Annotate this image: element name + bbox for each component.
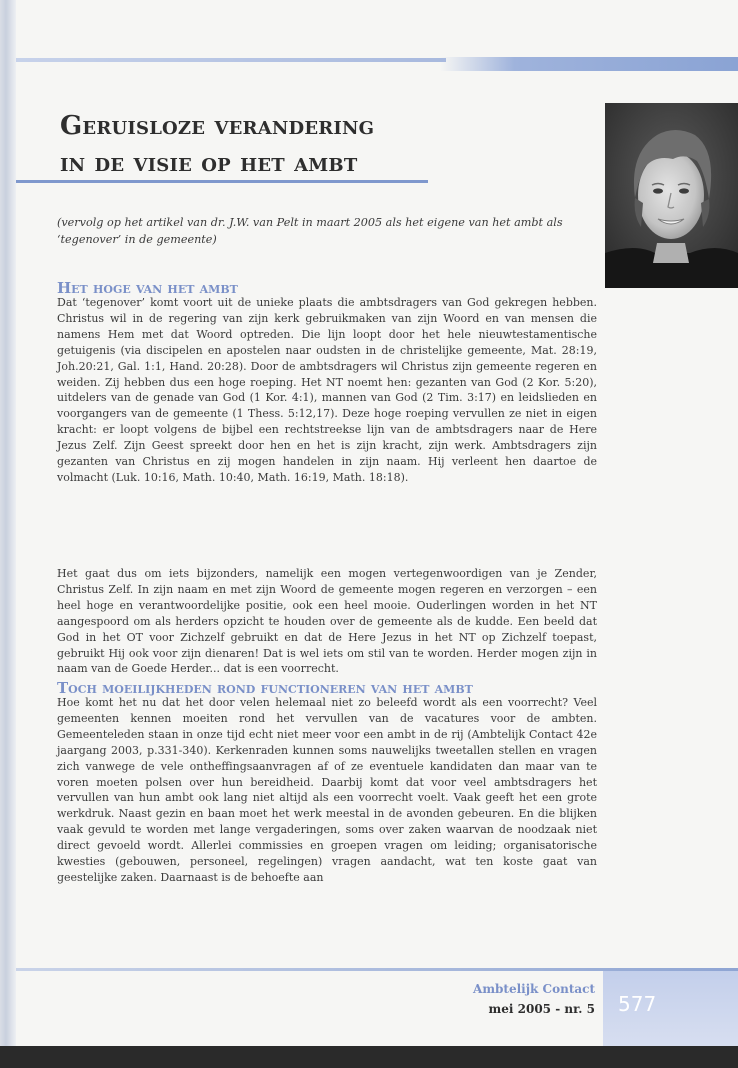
title-line-1: Geruisloze verandering	[60, 111, 375, 141]
page-number: 577	[618, 992, 657, 1016]
article-title	[60, 108, 374, 182]
issue-info: mei 2005 - nr. 5	[488, 1002, 595, 1016]
portrait-image	[605, 103, 738, 288]
top-accent-band	[440, 57, 738, 71]
intro-text: (vervolg op het artikel van dr. J.W. van Pelt in maart 2005 als het eigene van het ambt als ‘tegenover’ in de gemeente)	[57, 216, 563, 246]
paragraph: Dat ‘tegenover’ komt voort uit de unieke plaats die ambtsdragers van God gekregen hebben. Christus wil in de regering van zijn kerk gebruikmaken van zijn Woord en van mensen die namens Hem met dat Woord optreden. Die lijn loopt door het hele nieuwtestamentische getuigenis (via discipelen en apostelen naar oudsten in de christelijke gemeente, Mat. 28:19, Joh.20:21, Gal. 1:1, Hand. 20:28). Door de ambtsdragers wil Christus zijn gemeente regeren en weiden. Zij hebben dus een hoge roeping. Het NT noemt hen: gezanten van God (2 Kor. 5:20), uitdelers van de genade van God (1 Kor. 4:1), mannen van God (2 Tim. 3:17) en leidslieden en voorgangers van de gemeente (1 Thess. 5:12,17). Deze hoge roeping vervullen ze niet in eigen kracht: er loopt volgens de bijbel een rechtstreekse lijn van de ambtsdragers naar de Here Jezus Zelf. Zijn Geest spreekt door hen en het is zijn kracht, zijn werk. Ambtsdragers zijn gezanten van Christus en zij mogen handelen in zijn naam. Hij verleent hen daartoe de volmacht (Luk. 10:16, Math. 10:40, Math. 16:19, Math. 18:18).	[57, 296, 597, 484]
title-line-2: in de visie op het ambt	[60, 148, 358, 178]
section-heading-1: Het hoge van het ambt	[57, 279, 238, 297]
journal-name: Ambtelijk Contact	[473, 982, 595, 996]
top-rule	[16, 58, 446, 62]
paragraph: Hoe komt het nu dat het door velen helemaal niet zo beleefd wordt als een voorrecht? Veel gemeenten kennen moeiten rond het vervullen van de vacatures voor de ambten. Gemeenteleden staan in onze tijd echt niet meer voor een ambt in de rij (Ambtelijk Contact 42e jaargang 2003, p.331-340). Kerkenraden kunnen soms nauwelijks tweetallen stellen en vragen zich vanwege de vele ontheffingsaanvragen af of ze eventuele kandidaten dan maar van te voren moeten polsen over hun bereidheid. Daarbij komt dat voor veel ambtsdragers het vervullen van hun ambt ook lang niet altijd als een voorrecht voelt. Vaak geeft het een grote werkdruk. Naast gezin en baan moet het werk meestal in de avonden gebeuren. En die blijken vaak gevuld te worden met lange vergaderingen, soms over zaken waarvan de noodzaak niet direct gevoeld wordt. Allerlei commissies en groepen vragen om leiding; organisatorische kwesties (gebouwen, personeel, regelingen) vragen aandacht, wat ten koste gaat van geestelijke zaken. Daarnaast is de behoefte aan	[57, 696, 597, 884]
author-photo	[605, 103, 738, 288]
paragraph: Het gaat dus om iets bijzonders, namelijk een mogen vertegenwoordigen van je Zender, Christus Zelf. In zijn naam en met zijn Woord de gemeente mogen regeren en verzorgen – een heel hoge en verantwoordelijke positie, ook een heel mooie. Ouderlingen worden in het NT aangespoord om als herders opzicht te houden over de gemeente als de kudde. Een beeld dat God in het OT voor Zichzelf gebruikt en dat de Here Jezus in het NT op Zichzelf toepast, gebruikt Hij ook voor zijn dienaren! Dat is wel iets om stil van te worden. Herder mogen zijn in naam van de Goede Herder... dat is een voorrecht.	[57, 567, 597, 676]
section-heading-2: Toch moeilijkheden rond functioneren van het ambt	[57, 679, 473, 697]
title-underline	[16, 180, 428, 183]
binding-spine	[0, 0, 16, 1046]
